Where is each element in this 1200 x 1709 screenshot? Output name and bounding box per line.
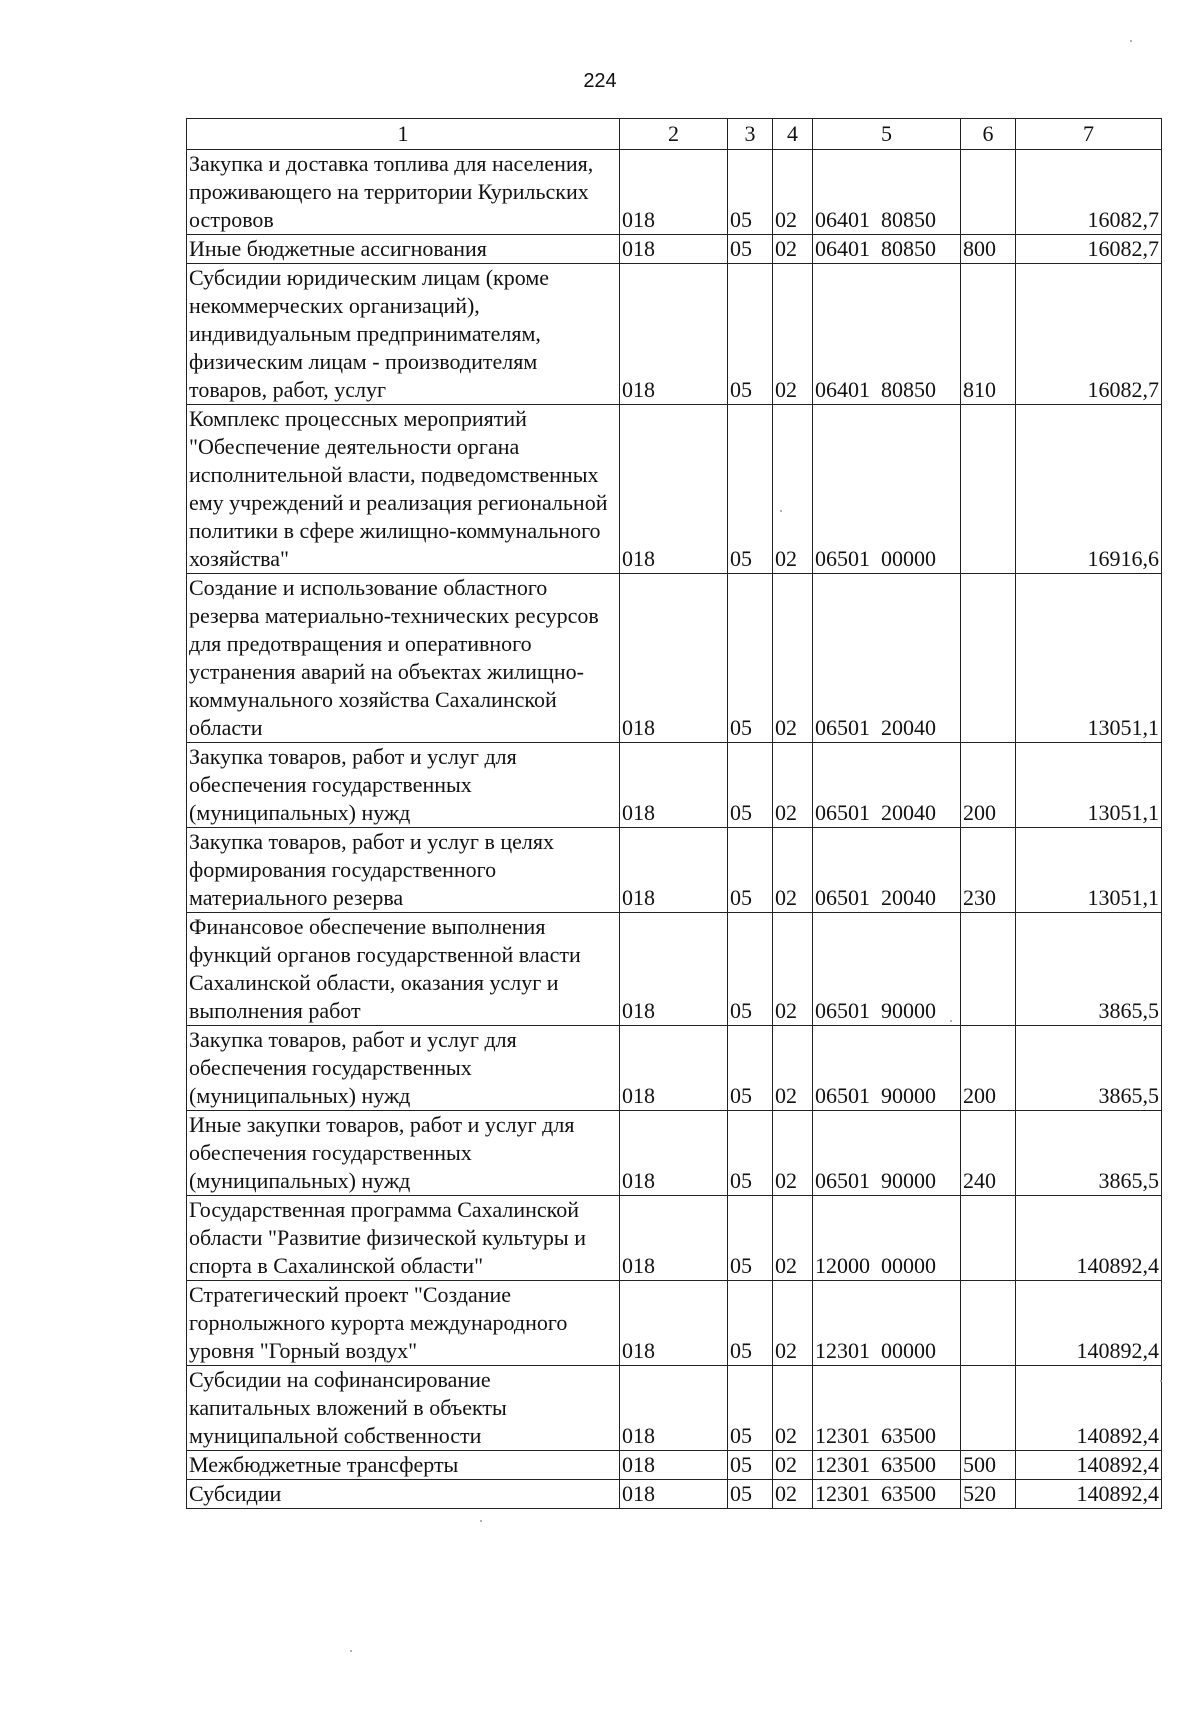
page-number: 224: [583, 70, 617, 92]
row-description: Закупка товаров, работ и услуг в целях формирования государственного материального резерва: [187, 828, 620, 913]
cell-gr: 018: [620, 743, 728, 828]
cell-pr: 02: [773, 1480, 813, 1509]
row-description: Субсидии юридическим лицам (кроме некоммерческих организаций), индивидуальным предпринимателям, физическим лицам - производителям товаров, работ, услуг: [187, 264, 620, 405]
cell-rz: 05: [728, 1480, 773, 1509]
table-row: [187, 828, 1162, 913]
cell-rz: 05: [728, 913, 773, 1026]
row-description: Иные бюджетные ассигнования: [187, 235, 620, 264]
cell-amount: 140892,4: [1016, 1196, 1162, 1281]
cell-csr: 06401 80850: [813, 150, 961, 235]
cell-amount: 16082,7: [1016, 150, 1162, 235]
cell-pr: 02: [773, 405, 813, 574]
cell-gr: 018: [620, 1366, 728, 1451]
cell-rz: 05: [728, 1111, 773, 1196]
cell-pr: 02: [773, 1111, 813, 1196]
cell-pr: 02: [773, 574, 813, 743]
cell-rz: 05: [728, 150, 773, 235]
cell-csr: 06501 20040: [813, 743, 961, 828]
row-description: Создание и использование областного резерва материально-технических ресурсов для предотвращения и оперативного устранения аварий на объектах жилищно-коммунального хозяйства Сахалинской области: [187, 574, 620, 743]
scan-speck: [1160, 1380, 1162, 1382]
row-description: Межбюджетные трансферты: [187, 1451, 620, 1480]
scan-speck: [480, 1520, 482, 1522]
cell-vr: 200: [961, 1026, 1016, 1111]
cell-pr: 02: [773, 1196, 813, 1281]
scan-speck: [350, 1650, 352, 1652]
cell-vr: 810: [961, 264, 1016, 405]
cell-amount: 140892,4: [1016, 1480, 1162, 1509]
column-header: 2: [620, 119, 728, 150]
column-header: 3: [728, 119, 773, 150]
cell-rz: 05: [728, 1451, 773, 1480]
cell-vr: [961, 1281, 1016, 1366]
cell-csr: 06501 20040: [813, 574, 961, 743]
cell-csr: 06501 20040: [813, 828, 961, 913]
cell-rz: 05: [728, 1196, 773, 1281]
cell-vr: 200: [961, 743, 1016, 828]
cell-amount: 140892,4: [1016, 1281, 1162, 1366]
cell-vr: [961, 405, 1016, 574]
cell-pr: 02: [773, 828, 813, 913]
cell-rz: 05: [728, 828, 773, 913]
cell-amount: 13051,1: [1016, 743, 1162, 828]
cell-gr: 018: [620, 405, 728, 574]
table-row: [187, 1111, 1162, 1196]
table-row: [187, 1281, 1162, 1366]
column-header: 6: [961, 119, 1016, 150]
column-header: 1: [187, 119, 620, 150]
cell-gr: 018: [620, 1026, 728, 1111]
cell-gr: 018: [620, 235, 728, 264]
cell-pr: 02: [773, 743, 813, 828]
cell-csr: 06401 80850: [813, 235, 961, 264]
table-row: [187, 235, 1162, 264]
cell-pr: 02: [773, 235, 813, 264]
cell-csr: 12000 00000: [813, 1196, 961, 1281]
cell-amount: 16082,7: [1016, 264, 1162, 405]
cell-csr: 06501 90000: [813, 1026, 961, 1111]
scan-speck: [1130, 40, 1132, 42]
row-description: Иные закупки товаров, работ и услуг для обеспечения государственных (муниципальных) нужд: [187, 1111, 620, 1196]
cell-pr: 02: [773, 1451, 813, 1480]
table-row: [187, 405, 1162, 574]
row-description: Финансовое обеспечение выполнения функций органов государственной власти Сахалинской области, оказания услуг и выполнения работ: [187, 913, 620, 1026]
cell-pr: 02: [773, 1366, 813, 1451]
table-row: [187, 150, 1162, 235]
scan-speck: [780, 510, 782, 512]
cell-pr: 02: [773, 150, 813, 235]
table-body: [187, 150, 1162, 1509]
cell-pr: 02: [773, 264, 813, 405]
cell-gr: 018: [620, 150, 728, 235]
cell-gr: 018: [620, 1480, 728, 1509]
cell-amount: 140892,4: [1016, 1451, 1162, 1480]
column-header: 4: [773, 119, 813, 150]
table-row: [187, 264, 1162, 405]
table-row: [187, 574, 1162, 743]
cell-gr: 018: [620, 913, 728, 1026]
cell-gr: 018: [620, 1196, 728, 1281]
cell-amount: 16082,7: [1016, 235, 1162, 264]
cell-rz: 05: [728, 405, 773, 574]
cell-vr: [961, 150, 1016, 235]
table-row: [187, 743, 1162, 828]
row-description: Закупка и доставка топлива для населения, проживающего на территории Курильских островов: [187, 150, 620, 235]
cell-csr: 12301 63500: [813, 1451, 961, 1480]
table-row: [187, 1366, 1162, 1451]
row-description: Государственная программа Сахалинской области "Развитие физической культуры и спорта в Сахалинской области": [187, 1196, 620, 1281]
column-header: 7: [1016, 119, 1162, 150]
cell-csr: 12301 63500: [813, 1480, 961, 1509]
cell-vr: [961, 1366, 1016, 1451]
cell-rz: 05: [728, 574, 773, 743]
cell-amount: 3865,5: [1016, 1026, 1162, 1111]
cell-pr: 02: [773, 1281, 813, 1366]
cell-amount: 3865,5: [1016, 913, 1162, 1026]
scan-speck: [950, 1020, 952, 1022]
header-row: [187, 119, 1162, 150]
cell-amount: 13051,1: [1016, 828, 1162, 913]
cell-vr: 500: [961, 1451, 1016, 1480]
row-description: Закупка товаров, работ и услуг для обеспечения государственных (муниципальных) нужд: [187, 1026, 620, 1111]
column-header: 5: [813, 119, 961, 150]
cell-gr: 018: [620, 264, 728, 405]
table-row: [187, 1480, 1162, 1509]
cell-gr: 018: [620, 574, 728, 743]
cell-amount: 140892,4: [1016, 1366, 1162, 1451]
table-row: [187, 1196, 1162, 1281]
cell-pr: 02: [773, 913, 813, 1026]
cell-amount: 3865,5: [1016, 1111, 1162, 1196]
cell-amount: 16916,6: [1016, 405, 1162, 574]
cell-csr: 12301 00000: [813, 1281, 961, 1366]
cell-vr: [961, 913, 1016, 1026]
table-row: [187, 913, 1162, 1026]
cell-csr: 06501 90000: [813, 1111, 961, 1196]
cell-rz: 05: [728, 1281, 773, 1366]
cell-rz: 05: [728, 743, 773, 828]
cell-vr: 520: [961, 1480, 1016, 1509]
cell-csr: 12301 63500: [813, 1366, 961, 1451]
row-description: Стратегический проект "Создание горнолыжного курорта международного уровня "Горный воздух": [187, 1281, 620, 1366]
cell-csr: 06501 00000: [813, 405, 961, 574]
cell-gr: 018: [620, 828, 728, 913]
cell-csr: 06401 80850: [813, 264, 961, 405]
cell-gr: 018: [620, 1111, 728, 1196]
cell-csr: 06501 90000: [813, 913, 961, 1026]
cell-rz: 05: [728, 1026, 773, 1111]
cell-pr: 02: [773, 1026, 813, 1111]
cell-vr: [961, 1196, 1016, 1281]
cell-vr: [961, 574, 1016, 743]
budget-table: [186, 118, 1162, 1509]
cell-vr: 230: [961, 828, 1016, 913]
row-description: Комплекс процессных мероприятий "Обеспечение деятельности органа исполнительной власти, подведомственных ему учреждений и реализация региональной политики в сфере жилищно-коммунального хозяйства": [187, 405, 620, 574]
cell-rz: 05: [728, 264, 773, 405]
table-row: [187, 1026, 1162, 1111]
cell-rz: 05: [728, 1366, 773, 1451]
cell-gr: 018: [620, 1451, 728, 1480]
row-description: Субсидии: [187, 1480, 620, 1509]
row-description: Субсидии на софинансирование капитальных вложений в объекты муниципальной собственности: [187, 1366, 620, 1451]
cell-vr: 240: [961, 1111, 1016, 1196]
cell-gr: 018: [620, 1281, 728, 1366]
cell-vr: 800: [961, 235, 1016, 264]
row-description: Закупка товаров, работ и услуг для обеспечения государственных (муниципальных) нужд: [187, 743, 620, 828]
cell-amount: 13051,1: [1016, 574, 1162, 743]
table-row: [187, 1451, 1162, 1480]
cell-rz: 05: [728, 235, 773, 264]
